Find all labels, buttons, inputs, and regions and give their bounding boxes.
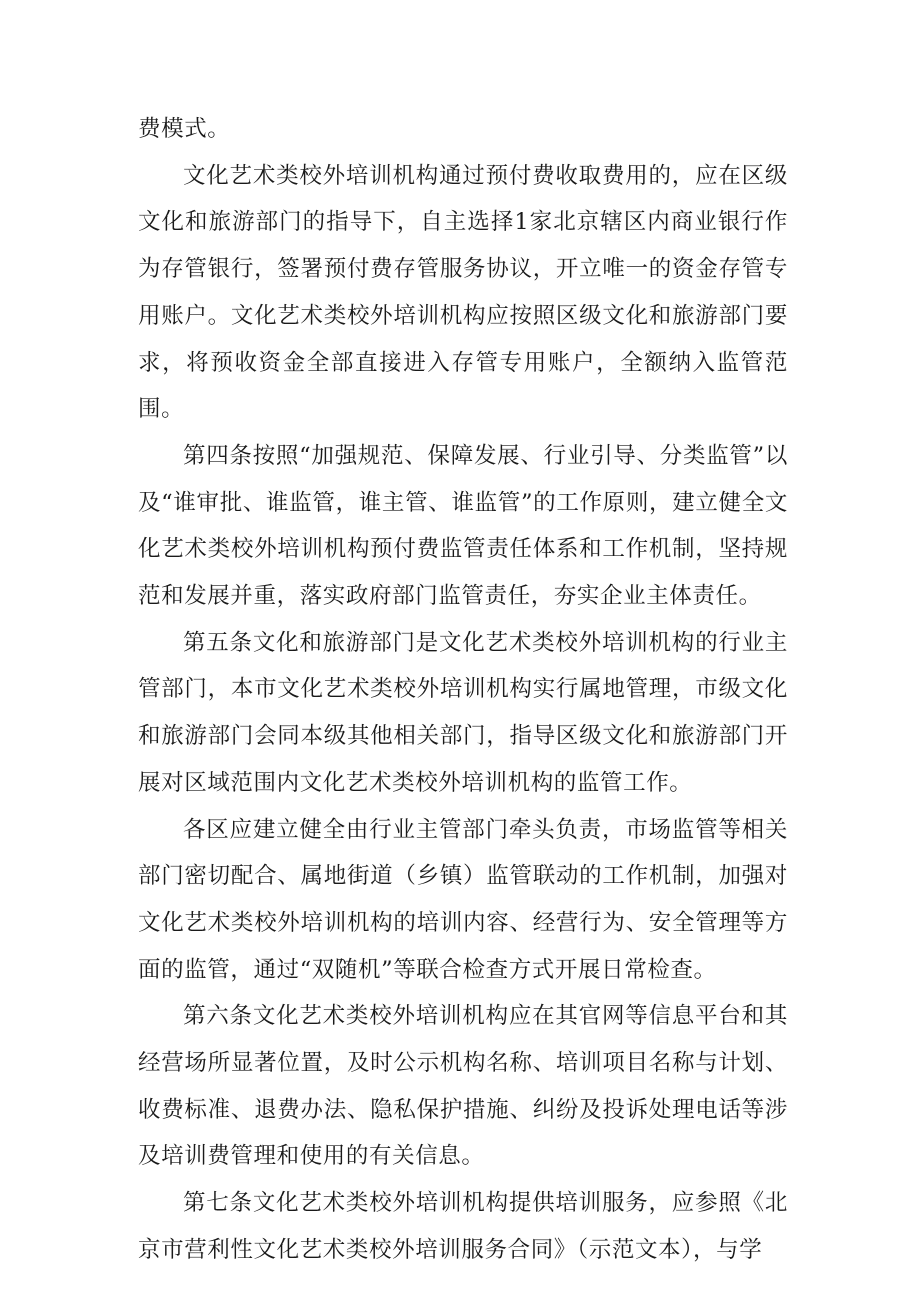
paragraph-article-4: 第四条按照“加强规范、保障发展、行业引导、分类监管”以及“谁审批、谁监管，谁主管、谁监管”的工作原则，建立健全文化艺术类校外培训机构预付费监管责任体系和工作机制，坚持规范和发展并重，落实政府部门监管责任，夯实企业主体责任。 — [138, 442, 788, 610]
paragraph-prepayment-depository: 文化艺术类校外培训机构通过预付费收取费用的，应在区级文化和旅游部门的指导下，自主选择1家北京辖区内商业银行作为存管银行，签署预付费存管服务协议，开立唯一的资金存管专用账户。文化艺术类校外培训机构应按照区级文化和旅游部门要求，将预收资金全部直接进入存管专用账户，全额纳入监管范围。 — [138, 162, 788, 423]
paragraph-district-mechanism: 各区应建立健全由行业主管部门牵头负责，市场监管等相关部门密切配合、属地街道（乡镇）监管联动的工作机制，加强对文化艺术类校外培训机构的培训内容、经营行为、安全管理等方面的监管，通过“双随机”等联合检查方式开展日常检查。 — [138, 816, 788, 983]
paragraph-article-5: 第五条文化和旅游部门是文化艺术类校外培训机构的行业主管部门，本市文化艺术类校外培训机构实行属地管理，市级文化和旅游部门会同本级其他相关部门，指导区级文化和旅游部门开展对区域范围内文化艺术类校外培训机构的监管工作。 — [138, 629, 788, 796]
document-body — [138, 106, 788, 1274]
paragraph-continuation: 费模式。 — [138, 116, 231, 142]
paragraph-article-6: 第六条文化艺术类校外培训机构应在其官网等信息平台和其经营场所显著位置，及时公示机构名称、培训项目名称与计划、收费标准、退费办法、隐私保护措施、纠纷及投诉处理电话等涉及培训费管理和使用的有关信息。 — [138, 1003, 788, 1170]
paragraph-article-7: 第七条文化艺术类校外培训机构提供培训服务，应参照《北京市营利性文化艺术类校外培训服务合同》（示范文本），与学 — [138, 1190, 788, 1263]
